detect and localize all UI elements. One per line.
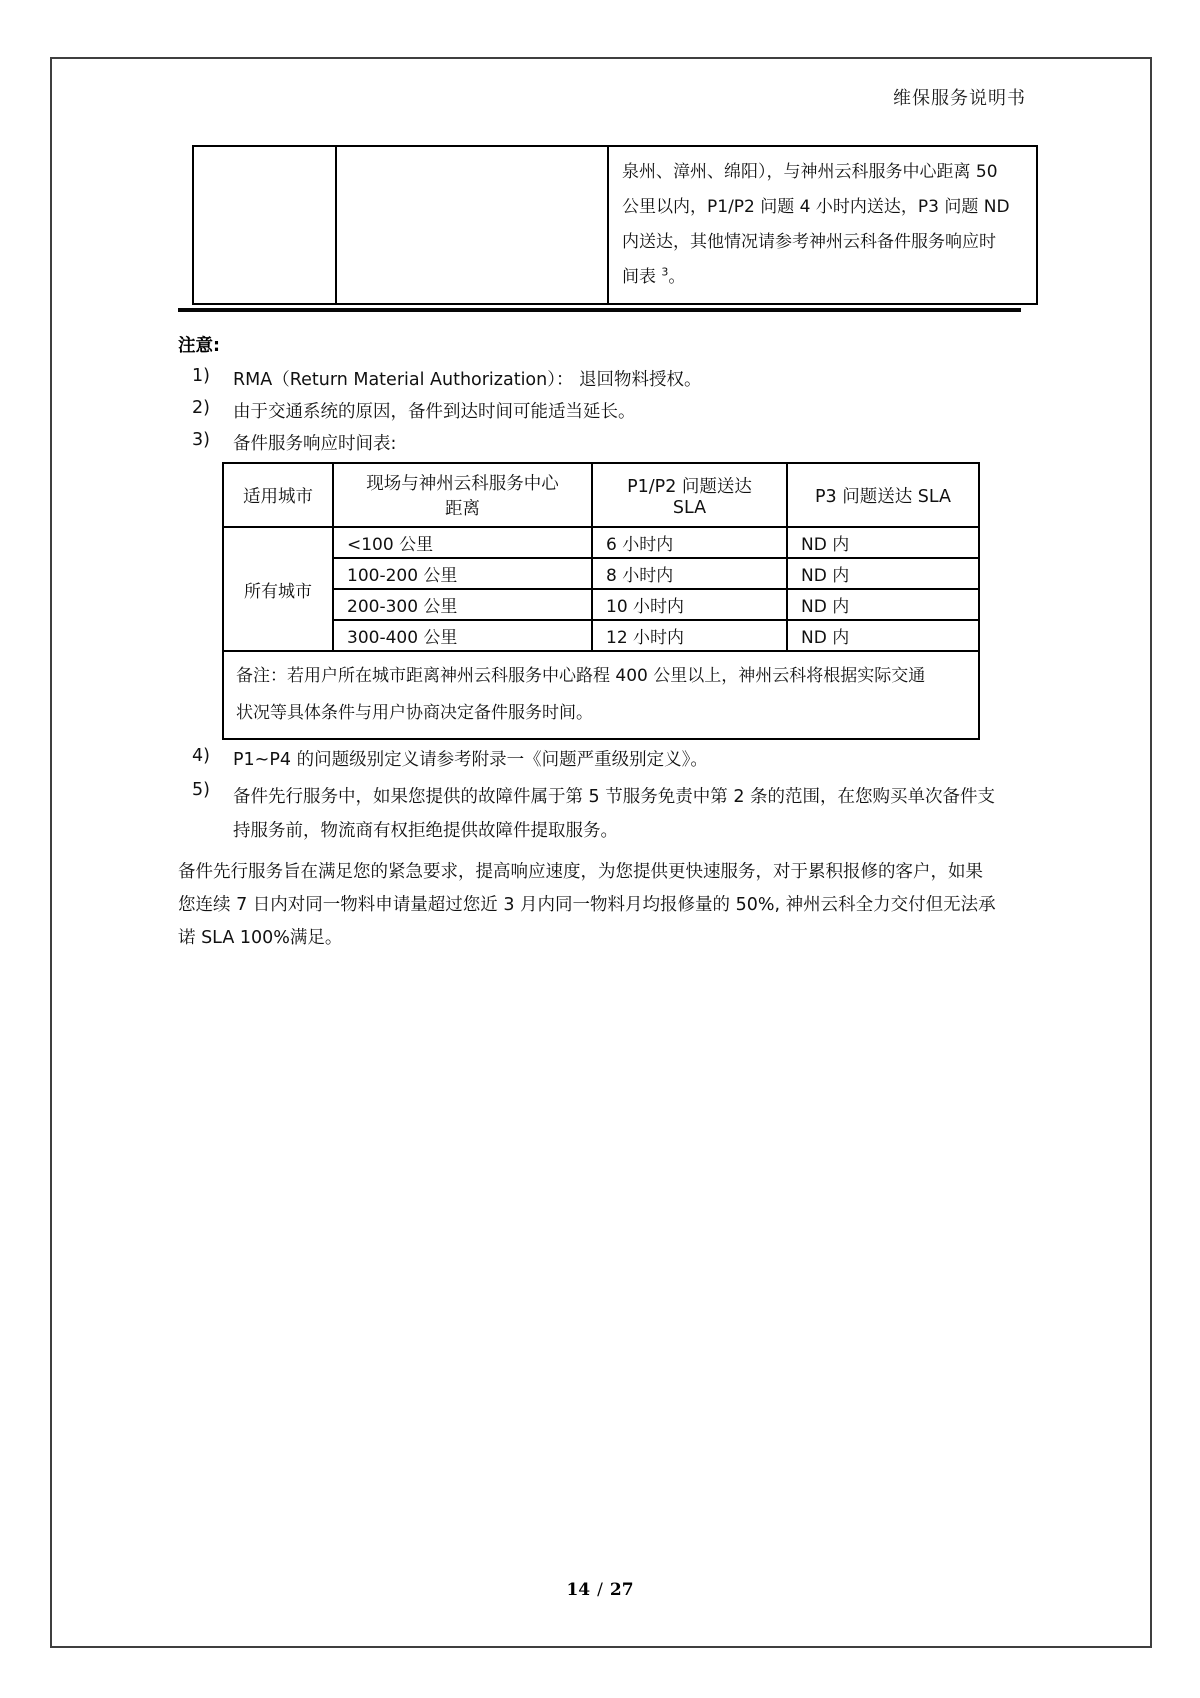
note-item-3 xyxy=(192,430,396,455)
page-number xyxy=(0,1580,1200,1600)
list-number: 1) xyxy=(192,366,210,386)
note-item-2 xyxy=(192,398,636,423)
table-row xyxy=(223,620,979,651)
table-row xyxy=(223,558,979,589)
list-text: RMA（Return Material Authorization）： 退回物料授权。 xyxy=(233,370,702,390)
cell-text-line: 公里以内，P1/P2 问题 4 小时内送达，P3 问题 ND xyxy=(622,197,1010,217)
header-p3-sla: P3 问题送达 SLA xyxy=(787,463,979,527)
footnote-ref: 3 xyxy=(661,265,669,279)
list-text: 由于交通系统的原因，备件到达时间可能适当延长。 xyxy=(233,402,636,422)
spare-parts-delivery-cell xyxy=(608,146,1037,304)
list-text: P1~P4 的问题级别定义请参考附录一《问题严重级别定义》。 xyxy=(233,750,708,770)
cell-text-line: 内送达，其他情况请参考神州云科备件服务响应时 xyxy=(622,232,996,252)
note-item-1 xyxy=(192,366,702,391)
continuation-table xyxy=(192,145,1038,305)
notice-heading: 注意: xyxy=(178,336,220,356)
table-remark-row xyxy=(223,651,979,739)
current-page: 14 xyxy=(566,1580,591,1600)
header-distance: 现场与神州云科服务中心 距离 xyxy=(333,463,592,527)
empty-cell xyxy=(193,146,336,304)
p12-sla-cell: 6 小时内 xyxy=(592,527,787,558)
sla-response-table xyxy=(222,462,980,740)
distance-cell: <100 公里 xyxy=(333,527,592,558)
list-number: 2) xyxy=(192,398,210,418)
list-text: 备件服务响应时间表: xyxy=(233,434,397,454)
note-item-5 xyxy=(192,780,995,848)
list-number: 3) xyxy=(192,430,210,450)
cell-text-line: 间表 $^3$。 xyxy=(622,265,686,287)
total-pages: 27 xyxy=(609,1580,634,1600)
table-row xyxy=(193,146,1037,304)
distance-cell: 300-400 公里 xyxy=(333,620,592,651)
p3-sla-cell: ND 内 xyxy=(787,558,979,589)
p12-sla-cell: 12 小时内 xyxy=(592,620,787,651)
page-separator: / xyxy=(597,1580,603,1600)
distance-cell: 100-200 公里 xyxy=(333,558,592,589)
city-scope-cell: 所有城市 xyxy=(223,527,333,651)
distance-cell: 200-300 公里 xyxy=(333,589,592,620)
header-p12-sla: P1/P2 问题送达 SLA xyxy=(592,463,787,527)
p12-sla-cell: 8 小时内 xyxy=(592,558,787,589)
list-number: 4) xyxy=(192,746,210,766)
note-item-4 xyxy=(192,746,708,771)
table-header-row xyxy=(223,463,979,527)
header-city: 适用城市 xyxy=(223,463,333,527)
p3-sla-cell: ND 内 xyxy=(787,620,979,651)
p3-sla-cell: ND 内 xyxy=(787,527,979,558)
p3-sla-cell: ND 内 xyxy=(787,589,979,620)
empty-cell xyxy=(336,146,608,304)
section-divider-rule xyxy=(178,308,1021,312)
list-number: 5) xyxy=(192,780,210,800)
closing-paragraph: 备件先行服务旨在满足您的紧急要求，提高响应速度，为您提供更快速服务，对于累积报修的客户，如果 您连续 7 日内对同一物料申请量超过您近 3 月内同一物料月均报修量的 50%, 神州云科全力交付但无法承 诺 SLA 100%满足。 xyxy=(178,862,996,948)
cell-text-line: 泉州、漳州、绵阳），与神州云科服务中心距离 50 xyxy=(622,162,998,182)
list-text: 备件先行服务中，如果您提供的故障件属于第 5 节服务免责中第 2 条的范围，在您购买单次备件支 持服务前，物流商有权拒绝提供故障件提取服务。 xyxy=(233,787,996,841)
document-header-title: 维保服务说明书 xyxy=(893,88,1026,109)
p12-sla-cell: 10 小时内 xyxy=(592,589,787,620)
table-row xyxy=(223,589,979,620)
remark-cell: 备注：若用户所在城市距离神州云科服务中心路程 400 公里以上，神州云科将根据实际交通 状况等具体条件与用户协商决定备件服务时间。 xyxy=(223,651,979,739)
table-row xyxy=(223,527,979,558)
